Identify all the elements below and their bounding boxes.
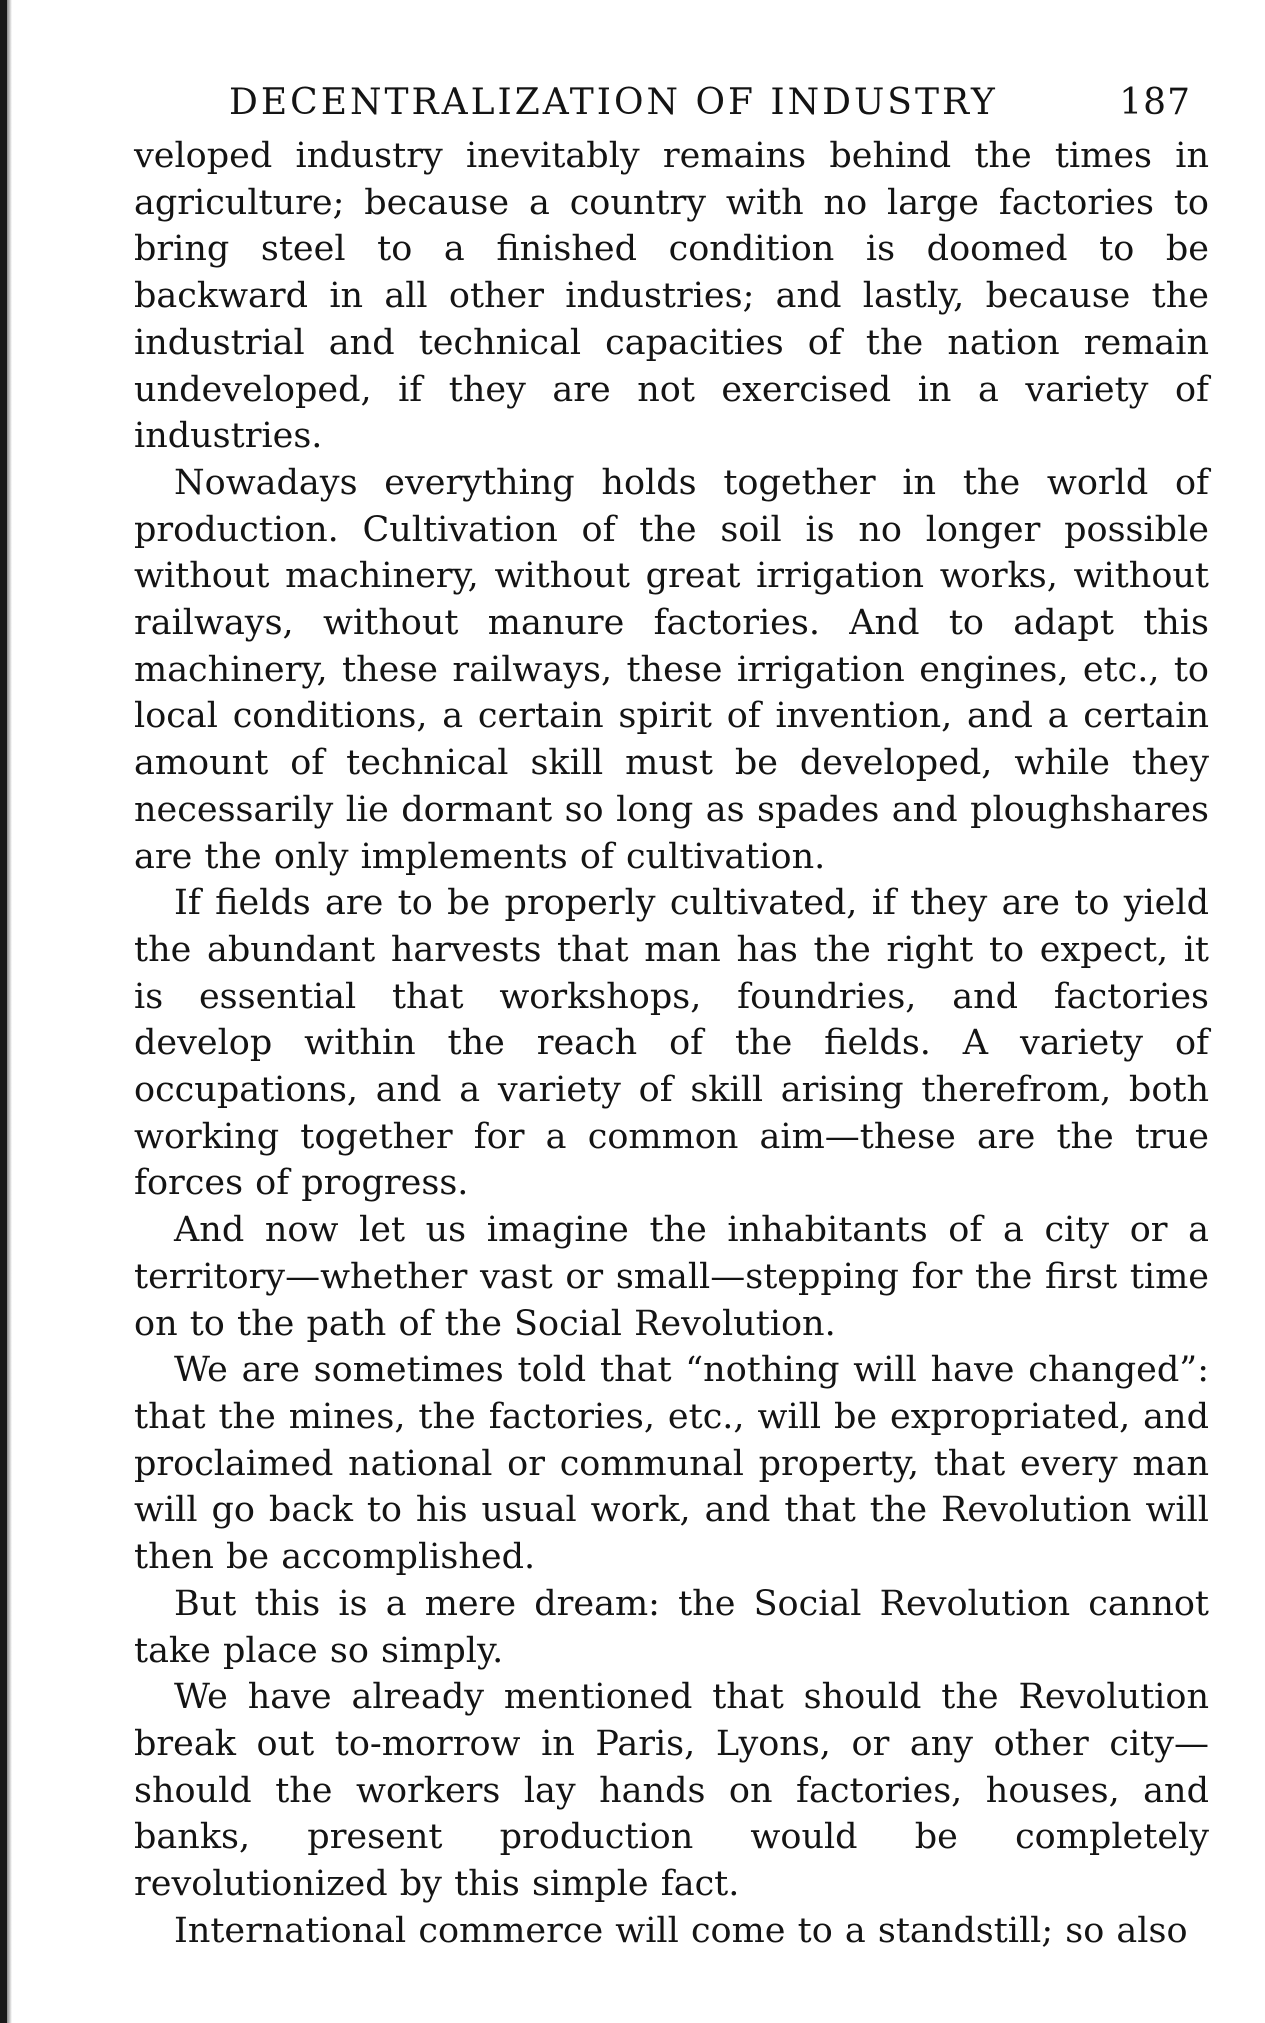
paragraph-8: International commerce will come to a standstill; so also <box>174 1910 1188 1951</box>
page-binding-edge <box>0 0 7 2023</box>
book-page <box>134 78 1209 1954</box>
paragraph-4: And now let us imagine the inhabitants of a city or a territory—whether vast or small—stepping for the first time on to the path of the Social Revolution. <box>134 1210 1209 1344</box>
running-title: DECENTRALIZATION OF INDUSTRY <box>229 82 998 123</box>
body-text <box>134 133 1209 1954</box>
paragraph-5: We are sometimes told that “nothing will have changed”: that the mines, the factories, etc., will be expropriated, and proclaimed national or communal property, that every man will go back to his usual work, and that the Revolution will then be accomplished. <box>134 1350 1209 1578</box>
paragraph-1: veloped industry inevitably remains behind the times in agriculture; because a country with no large factories to bring steel to a finished condition is doomed to be backward in all other industries; and lastly, because the industrial and technical capacities of the nation remain undeveloped, if they are not exercised in a variety of industries. <box>134 136 1209 457</box>
paragraph-7: We have already mentioned that should the Revolution break out to-morrow in Paris, Lyons, or any other city—should the workers lay hands on factories, houses, and banks, present production would be completely revolutionized by this simple fact. <box>134 1677 1209 1905</box>
paragraph-6: But this is a mere dream: the Social Revolution cannot take place so simply. <box>134 1583 1209 1671</box>
running-head <box>134 78 1209 128</box>
paragraph-3: If fields are to be properly cultivated, if they are to yield the abundant harvests that man has the right to expect, it is essential that workshops, foundries, and factories develop within the reach of the fields. A variety of occupations, and a variety of skill arising therefrom, both working together for a common aim—these are the true forces of progress. <box>134 883 1209 1204</box>
page-number: 187 <box>1119 82 1191 123</box>
paragraph-2: Nowadays everything holds together in the world of production. Cultivation of the soil is no longer possible without machinery, without great irrigation works, without railways, without manure factories. And to adapt this machinery, these railways, these irrigation engines, etc., to local conditions, a certain spirit of invention, and a certain amount of technical skill must be developed, while they necessarily lie dormant so long as spades and ploughshares are the only implements of cultivation. <box>134 462 1209 877</box>
page-binding-shadow <box>7 0 12 2023</box>
